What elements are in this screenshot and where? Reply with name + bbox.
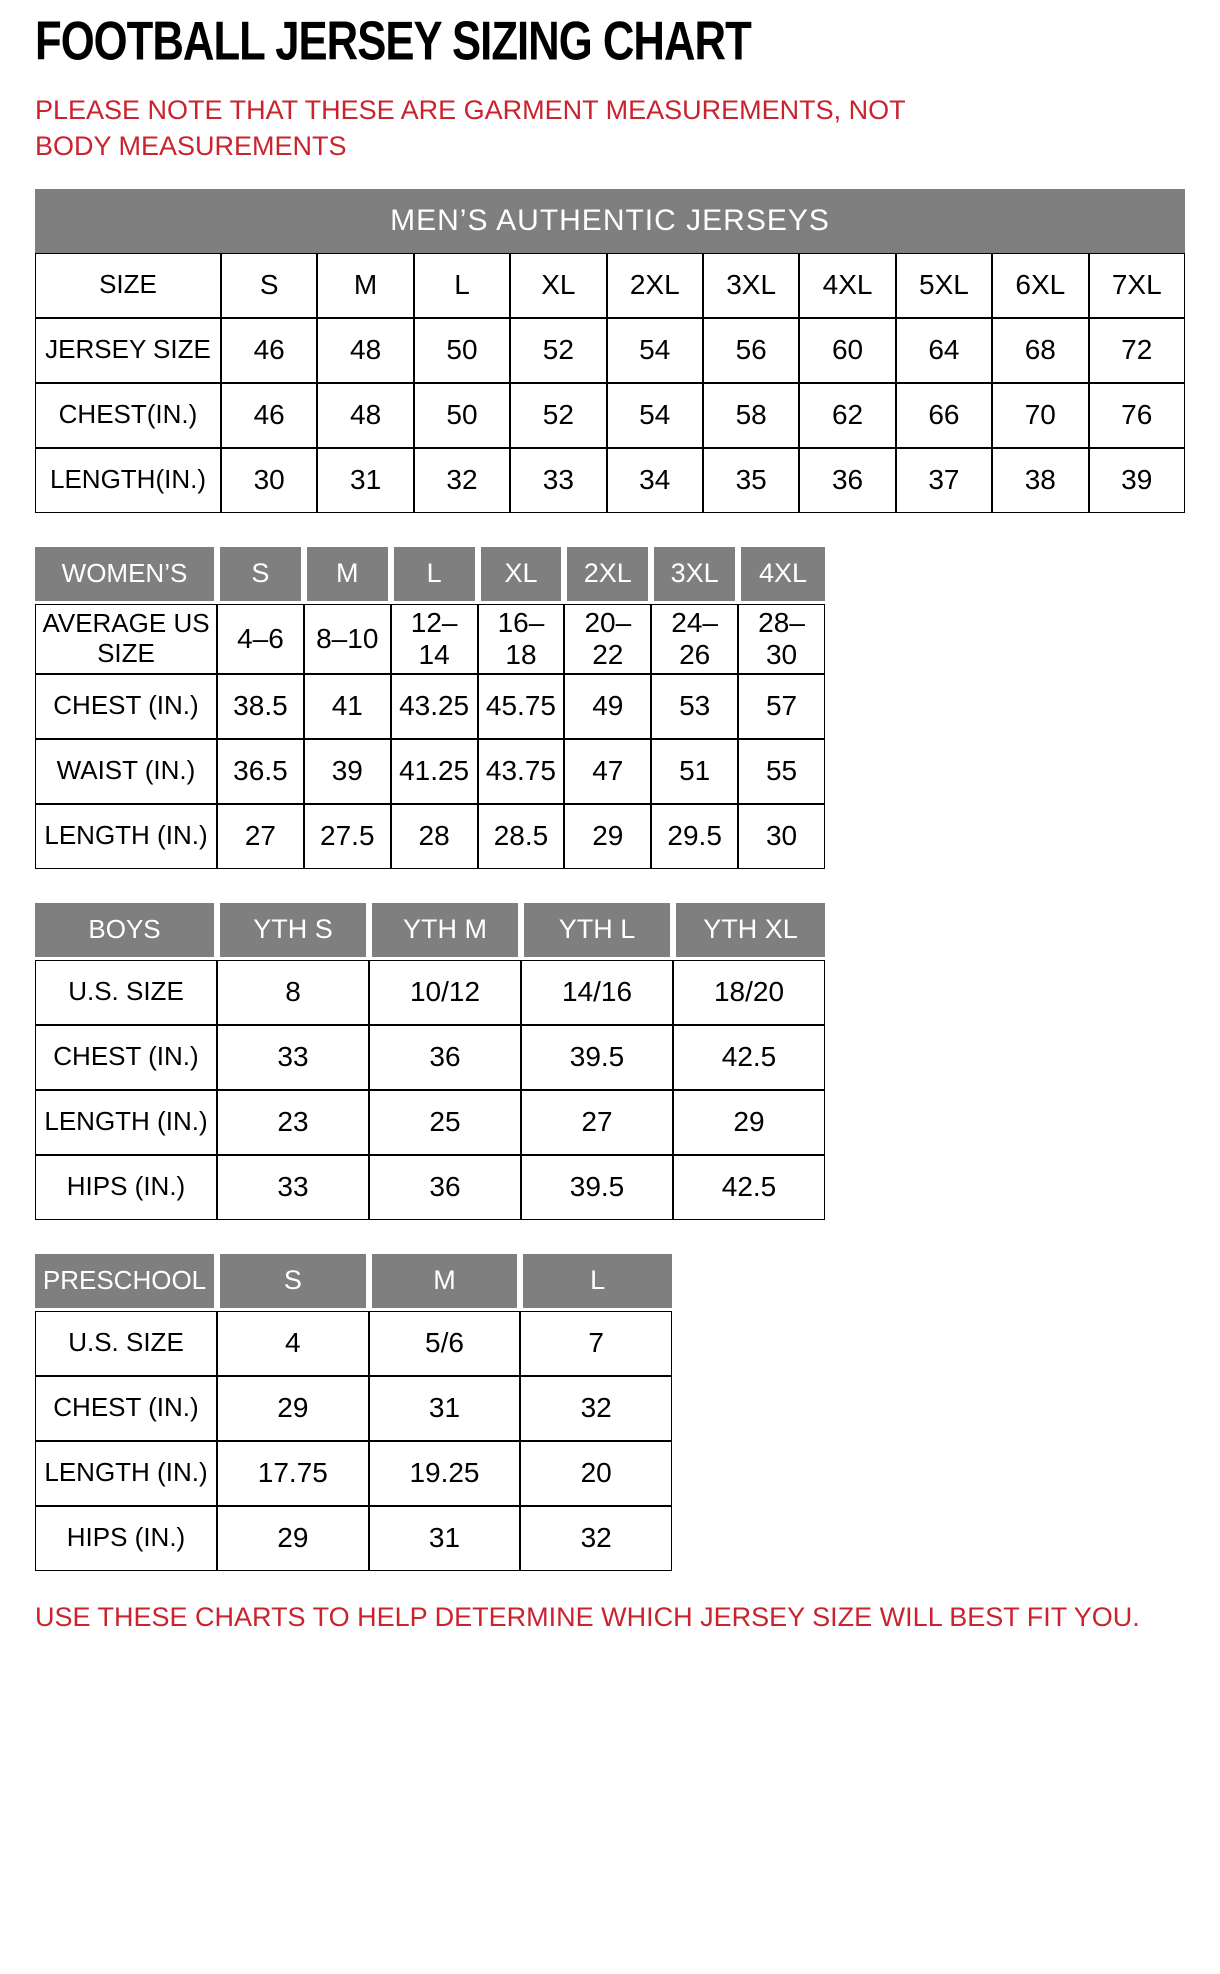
womens-value-cell: 24–26 [651, 604, 738, 674]
preschool-column-header: M [369, 1251, 521, 1311]
womens-value-cell: 30 [738, 804, 825, 869]
mens-value-cell: 35 [703, 448, 799, 513]
preschool-column-header: L [520, 1251, 672, 1311]
womens-value-cell: 41.25 [391, 739, 478, 804]
boys-data-row [35, 1155, 825, 1220]
boys-data-row [35, 960, 825, 1025]
boys-column-header: YTH XL [673, 900, 825, 960]
boys-value-cell: 18/20 [673, 960, 825, 1025]
womens-value-cell: 8–10 [304, 604, 391, 674]
preschool-value-cell: 32 [520, 1506, 672, 1571]
mens-value-cell: 56 [703, 318, 799, 383]
boys-row-label: CHEST (IN.) [35, 1025, 217, 1090]
boys-value-cell: 14/16 [521, 960, 673, 1025]
mens-data-row [35, 383, 1185, 448]
womens-column-header: L [391, 544, 478, 604]
boys-value-cell: 42.5 [673, 1155, 825, 1220]
boys-section [35, 900, 1185, 1220]
womens-value-cell: 29.5 [651, 804, 738, 869]
mens-value-cell: 66 [896, 383, 992, 448]
mens-value-cell: 68 [992, 318, 1088, 383]
mens-value-cell: 38 [992, 448, 1088, 513]
mens-value-cell: 31 [317, 448, 413, 513]
womens-value-cell: 28.5 [478, 804, 565, 869]
womens-value-cell: 43.25 [391, 674, 478, 739]
boys-row-label: U.S. SIZE [35, 960, 217, 1025]
mens-value-cell: 54 [607, 318, 703, 383]
boys-value-cell: 36 [369, 1025, 521, 1090]
mens-value-cell: 70 [992, 383, 1088, 448]
mens-value-cell: 30 [221, 448, 317, 513]
mens-value-cell: 37 [896, 448, 992, 513]
preschool-value-cell: 29 [217, 1506, 369, 1571]
boys-value-cell: 8 [217, 960, 369, 1025]
boys-value-cell: 42.5 [673, 1025, 825, 1090]
preschool-row-label: HIPS (IN.) [35, 1506, 217, 1571]
boys-value-cell: 33 [217, 1155, 369, 1220]
mens-value-cell: 52 [510, 318, 606, 383]
boys-value-cell: 23 [217, 1090, 369, 1155]
mens-value-cell: 62 [799, 383, 895, 448]
womens-column-header: WOMEN’S [35, 544, 217, 604]
preschool-value-cell: 7 [520, 1311, 672, 1376]
womens-value-cell: 27 [217, 804, 304, 869]
womens-data-row [35, 739, 825, 804]
womens-value-cell: 47 [564, 739, 651, 804]
womens-row-label: LENGTH (IN.) [35, 804, 217, 869]
womens-value-cell: 55 [738, 739, 825, 804]
mens-header-row [35, 253, 1185, 318]
womens-value-cell: 41 [304, 674, 391, 739]
mens-value-cell: 52 [510, 383, 606, 448]
mens-value-cell: 72 [1089, 318, 1185, 383]
preschool-value-cell: 29 [217, 1376, 369, 1441]
womens-header-row [35, 544, 825, 604]
preschool-column-header: PRESCHOOL [35, 1251, 217, 1311]
preschool-value-cell: 4 [217, 1311, 369, 1376]
mens-value-cell: 36 [799, 448, 895, 513]
boys-value-cell: 25 [369, 1090, 521, 1155]
womens-section [35, 544, 1185, 869]
mens-data-row [35, 318, 1185, 383]
womens-column-header: 4XL [738, 544, 825, 604]
womens-value-cell: 38.5 [217, 674, 304, 739]
preschool-value-cell: 17.75 [217, 1441, 369, 1506]
womens-value-cell: 4–6 [217, 604, 304, 674]
womens-value-cell: 43.75 [478, 739, 565, 804]
boys-column-header: BOYS [35, 900, 217, 960]
womens-value-cell: 39 [304, 739, 391, 804]
preschool-value-cell: 20 [520, 1441, 672, 1506]
womens-value-cell: 53 [651, 674, 738, 739]
mens-value-cell: 64 [896, 318, 992, 383]
preschool-data-row [35, 1376, 672, 1441]
boys-column-header: YTH S [217, 900, 369, 960]
mens-value-cell: 46 [221, 383, 317, 448]
womens-value-cell: 28 [391, 804, 478, 869]
preschool-column-header: S [217, 1251, 369, 1311]
mens-row-label: JERSEY SIZE [35, 318, 221, 383]
page-title: FOOTBALL JERSEY SIZING CHART [35, 9, 751, 72]
mens-column-header: L [414, 253, 510, 318]
preschool-section [35, 1251, 1185, 1571]
womens-column-header: XL [478, 544, 565, 604]
preschool-value-cell: 19.25 [369, 1441, 521, 1506]
womens-column-header: 3XL [651, 544, 738, 604]
mens-column-header: SIZE [35, 253, 221, 318]
mens-value-cell: 34 [607, 448, 703, 513]
boys-data-row [35, 1090, 825, 1155]
mens-column-header: S [221, 253, 317, 318]
preschool-value-cell: 31 [369, 1376, 521, 1441]
womens-data-row [35, 604, 825, 674]
boys-row-label: HIPS (IN.) [35, 1155, 217, 1220]
womens-value-cell: 36.5 [217, 739, 304, 804]
mens-column-header: 6XL [992, 253, 1088, 318]
preschool-header-row [35, 1251, 672, 1311]
mens-value-cell: 39 [1089, 448, 1185, 513]
mens-value-cell: 50 [414, 383, 510, 448]
mens-row-label: CHEST(IN.) [35, 383, 221, 448]
mens-value-cell: 76 [1089, 383, 1185, 448]
mens-value-cell: 32 [414, 448, 510, 513]
boys-value-cell: 39.5 [521, 1025, 673, 1090]
mens-value-cell: 48 [317, 318, 413, 383]
mens-value-cell: 33 [510, 448, 606, 513]
boys-header-row [35, 900, 825, 960]
mens-data-row [35, 448, 1185, 513]
mens-column-header: 2XL [607, 253, 703, 318]
womens-data-row [35, 804, 825, 869]
preschool-row-label: U.S. SIZE [35, 1311, 217, 1376]
mens-value-cell: 50 [414, 318, 510, 383]
womens-value-cell: 45.75 [478, 674, 565, 739]
womens-value-cell: 16–18 [478, 604, 565, 674]
boys-value-cell: 36 [369, 1155, 521, 1220]
preschool-data-row [35, 1311, 672, 1376]
womens-column-header: 2XL [564, 544, 651, 604]
preschool-data-row [35, 1506, 672, 1571]
boys-value-cell: 10/12 [369, 960, 521, 1025]
preschool-row-label: LENGTH (IN.) [35, 1441, 217, 1506]
boys-value-cell: 29 [673, 1090, 825, 1155]
mens-value-cell: 60 [799, 318, 895, 383]
womens-value-cell: 29 [564, 804, 651, 869]
womens-row-label: CHEST (IN.) [35, 674, 217, 739]
womens-column-header: M [304, 544, 391, 604]
mens-authentic-jerseys-section [35, 189, 1185, 513]
boys-column-header: YTH M [369, 900, 521, 960]
mens-sizing-table [35, 253, 1185, 513]
womens-value-cell: 49 [564, 674, 651, 739]
boys-row-label: LENGTH (IN.) [35, 1090, 217, 1155]
mens-value-cell: 58 [703, 383, 799, 448]
womens-data-row [35, 674, 825, 739]
womens-row-label: AVERAGE US SIZE [35, 604, 217, 674]
womens-value-cell: 28–30 [738, 604, 825, 674]
womens-value-cell: 57 [738, 674, 825, 739]
boys-value-cell: 33 [217, 1025, 369, 1090]
mens-column-header: M [317, 253, 413, 318]
mens-column-header: 4XL [799, 253, 895, 318]
mens-table-banner: MEN’S AUTHENTIC JERSEYS [35, 189, 1185, 253]
boys-sizing-table [35, 900, 825, 1220]
preschool-data-row [35, 1441, 672, 1506]
preschool-row-label: CHEST (IN.) [35, 1376, 217, 1441]
womens-sizing-table [35, 544, 825, 869]
mens-value-cell: 46 [221, 318, 317, 383]
mens-value-cell: 48 [317, 383, 413, 448]
boys-value-cell: 39.5 [521, 1155, 673, 1220]
preschool-value-cell: 5/6 [369, 1311, 521, 1376]
mens-column-header: 5XL [896, 253, 992, 318]
womens-value-cell: 20–22 [564, 604, 651, 674]
womens-column-header: S [217, 544, 304, 604]
preschool-value-cell: 31 [369, 1506, 521, 1571]
womens-value-cell: 51 [651, 739, 738, 804]
mens-column-header: XL [510, 253, 606, 318]
footer-note: USE THESE CHARTS TO HELP DETERMINE WHICH JERSEY SIZE WILL BEST FIT YOU. [35, 1601, 1140, 1632]
mens-value-cell: 54 [607, 383, 703, 448]
preschool-value-cell: 32 [520, 1376, 672, 1441]
mens-row-label: LENGTH(IN.) [35, 448, 221, 513]
preschool-sizing-table [35, 1251, 672, 1571]
womens-value-cell: 27.5 [304, 804, 391, 869]
mens-column-header: 3XL [703, 253, 799, 318]
mens-column-header: 7XL [1089, 253, 1185, 318]
womens-row-label: WAIST (IN.) [35, 739, 217, 804]
garment-measurement-note: PLEASE NOTE THAT THESE ARE GARMENT MEASUREMENTS, NOT BODY MEASUREMENTS [35, 95, 906, 162]
womens-value-cell: 12–14 [391, 604, 478, 674]
boys-data-row [35, 1025, 825, 1090]
boys-column-header: YTH L [521, 900, 673, 960]
boys-value-cell: 27 [521, 1090, 673, 1155]
